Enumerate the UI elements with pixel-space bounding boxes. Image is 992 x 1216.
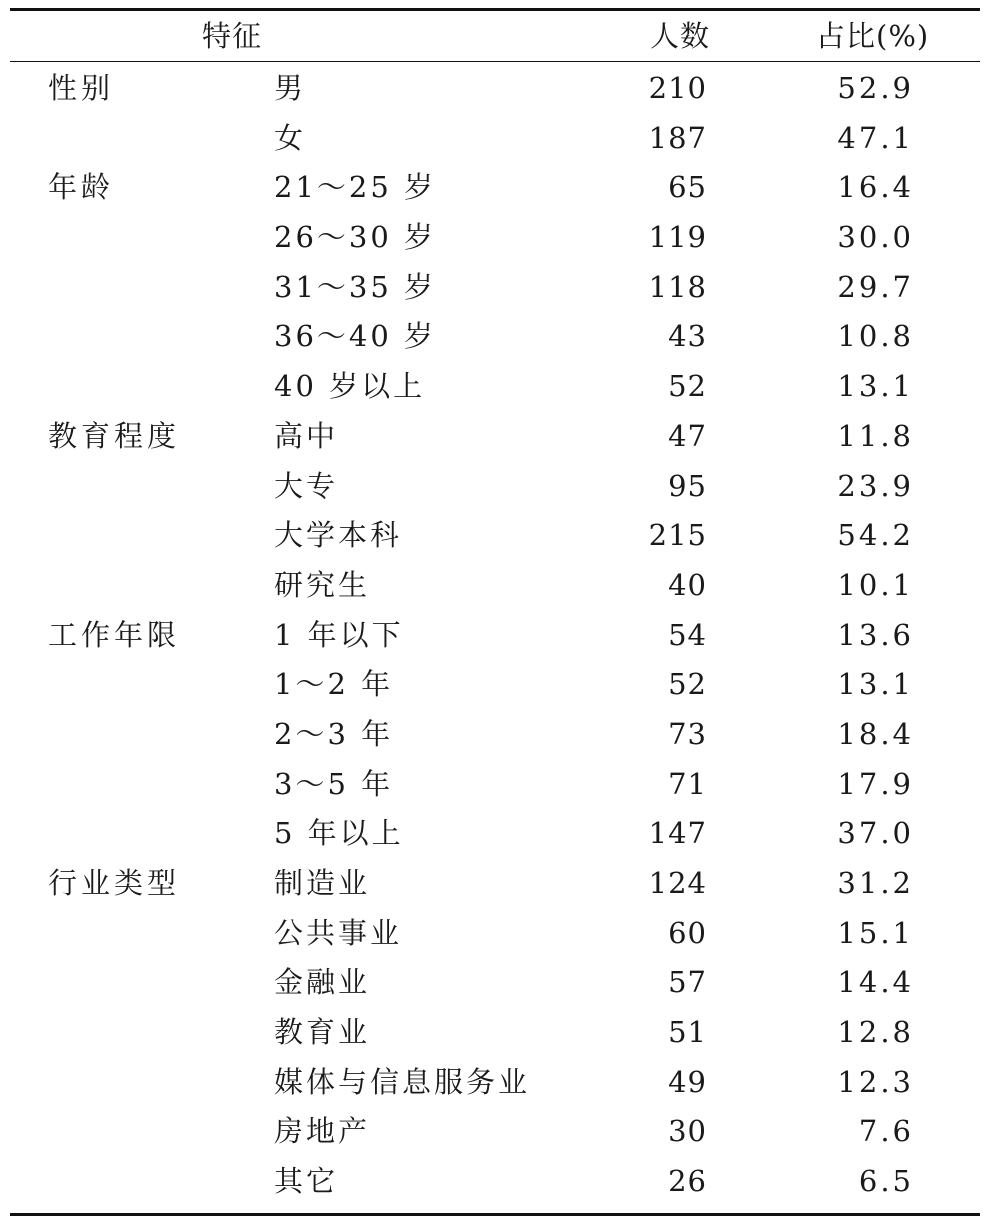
row-count-cell: 49 bbox=[668, 1064, 707, 1099]
table-row bbox=[10, 362, 980, 412]
row-percent-cell: 37.0 bbox=[837, 816, 914, 851]
table-row bbox=[10, 462, 980, 512]
header-percent: 占比(%) bbox=[816, 19, 930, 53]
row-count-cell: 30 bbox=[668, 1114, 707, 1149]
row-percent-cell: 12.3 bbox=[837, 1064, 914, 1099]
sample-characteristics-table bbox=[10, 8, 980, 1216]
row-count-cell: 40 bbox=[668, 567, 707, 602]
row-item-cell: 2～3 年 bbox=[274, 716, 394, 751]
row-group-cell: 年龄 bbox=[48, 170, 115, 205]
row-percent-cell: 11.8 bbox=[837, 418, 914, 453]
row-item-cell: 教育业 bbox=[274, 1015, 371, 1050]
row-item-cell: 男 bbox=[274, 71, 307, 105]
row-percent-cell: 29.7 bbox=[837, 269, 914, 304]
table-row bbox=[10, 710, 980, 760]
row-percent-cell: 13.1 bbox=[837, 369, 914, 404]
row-count-cell: 124 bbox=[648, 866, 707, 900]
table-row bbox=[10, 114, 980, 164]
header-count: 人数 bbox=[650, 19, 711, 53]
row-count-cell: 187 bbox=[648, 120, 707, 155]
row-count-cell: 57 bbox=[668, 965, 707, 1000]
row-percent-cell: 15.1 bbox=[837, 915, 914, 950]
row-count-cell: 119 bbox=[648, 220, 707, 255]
row-item-cell: 26～30 岁 bbox=[274, 220, 437, 255]
table-row bbox=[10, 163, 980, 213]
row-percent-cell: 52.9 bbox=[837, 71, 914, 105]
row-item-cell: 31～35 岁 bbox=[274, 269, 437, 304]
table-row bbox=[10, 561, 980, 611]
header-feature: 特征 bbox=[202, 19, 263, 53]
row-item-cell: 女 bbox=[274, 120, 307, 155]
row-count-cell: 73 bbox=[668, 716, 707, 751]
row-item-cell: 研究生 bbox=[274, 567, 371, 602]
row-percent-cell: 10.1 bbox=[837, 567, 914, 602]
row-percent-cell: 31.2 bbox=[837, 866, 914, 900]
row-count-cell: 65 bbox=[668, 170, 707, 205]
table-row bbox=[10, 263, 980, 313]
row-count-cell: 26 bbox=[668, 1164, 707, 1199]
row-item-cell: 3～5 年 bbox=[274, 766, 394, 801]
row-percent-cell: 13.6 bbox=[837, 617, 914, 652]
row-count-cell: 51 bbox=[668, 1015, 707, 1050]
table-row bbox=[10, 660, 980, 710]
row-percent-cell: 18.4 bbox=[837, 716, 914, 751]
row-item-cell: 36～40 岁 bbox=[274, 319, 437, 354]
row-percent-cell: 17.9 bbox=[837, 766, 914, 801]
table-row bbox=[10, 859, 980, 909]
row-item-cell: 金融业 bbox=[274, 965, 371, 1000]
row-item-cell: 媒体与信息服务业 bbox=[274, 1064, 531, 1099]
row-count-cell: 210 bbox=[648, 71, 707, 105]
row-group-cell: 教育程度 bbox=[48, 418, 181, 453]
row-item-cell: 1 年以下 bbox=[274, 617, 404, 652]
row-count-cell: 47 bbox=[668, 418, 707, 453]
table-row bbox=[10, 64, 980, 114]
row-percent-cell: 12.8 bbox=[837, 1015, 914, 1050]
row-percent-cell: 54.2 bbox=[837, 518, 914, 553]
row-group-cell: 性别 bbox=[48, 71, 115, 105]
row-percent-cell: 23.9 bbox=[837, 468, 914, 503]
table-body bbox=[10, 62, 980, 1207]
table-row bbox=[10, 611, 980, 661]
table-row bbox=[10, 909, 980, 959]
row-count-cell: 54 bbox=[668, 617, 707, 652]
table-row bbox=[10, 809, 980, 859]
row-item-cell: 1～2 年 bbox=[274, 667, 394, 702]
row-percent-cell: 7.6 bbox=[858, 1114, 914, 1149]
row-item-cell: 高中 bbox=[274, 418, 339, 453]
row-count-cell: 60 bbox=[668, 915, 707, 950]
row-count-cell: 95 bbox=[668, 468, 707, 503]
table-row bbox=[10, 412, 980, 462]
row-item-cell: 公共事业 bbox=[274, 915, 403, 950]
row-count-cell: 43 bbox=[668, 319, 707, 354]
row-percent-cell: 14.4 bbox=[837, 965, 914, 1000]
row-count-cell: 118 bbox=[648, 269, 707, 304]
table-bottom-rule bbox=[10, 1213, 980, 1216]
table-row bbox=[10, 1008, 980, 1058]
row-group-cell: 行业类型 bbox=[48, 866, 181, 900]
row-count-cell: 52 bbox=[668, 667, 707, 702]
row-item-cell: 5 年以上 bbox=[274, 816, 404, 851]
row-count-cell: 147 bbox=[648, 816, 707, 851]
row-item-cell: 房地产 bbox=[274, 1114, 371, 1149]
row-percent-cell: 30.0 bbox=[837, 220, 914, 255]
table-row bbox=[10, 1058, 980, 1108]
row-item-cell: 其它 bbox=[274, 1164, 339, 1199]
table-row bbox=[10, 213, 980, 263]
row-percent-cell: 13.1 bbox=[837, 667, 914, 702]
table-row bbox=[10, 1157, 980, 1207]
row-percent-cell: 16.4 bbox=[837, 170, 914, 205]
table-row bbox=[10, 958, 980, 1008]
row-count-cell: 71 bbox=[668, 766, 707, 801]
row-count-cell: 52 bbox=[668, 369, 707, 404]
row-item-cell: 大专 bbox=[274, 468, 339, 503]
table-row bbox=[10, 511, 980, 561]
row-percent-cell: 10.8 bbox=[837, 319, 914, 354]
table-header-row bbox=[10, 11, 980, 61]
row-group-cell: 工作年限 bbox=[48, 617, 181, 652]
row-percent-cell: 6.5 bbox=[858, 1164, 914, 1199]
row-percent-cell: 47.1 bbox=[837, 120, 914, 155]
row-count-cell: 215 bbox=[648, 518, 707, 553]
row-item-cell: 40 岁以上 bbox=[274, 369, 426, 404]
row-item-cell: 大学本科 bbox=[274, 518, 403, 553]
table-row bbox=[10, 760, 980, 810]
row-item-cell: 21～25 岁 bbox=[274, 170, 437, 205]
row-item-cell: 制造业 bbox=[274, 866, 371, 900]
table-row bbox=[10, 1107, 980, 1157]
table-row bbox=[10, 312, 980, 362]
